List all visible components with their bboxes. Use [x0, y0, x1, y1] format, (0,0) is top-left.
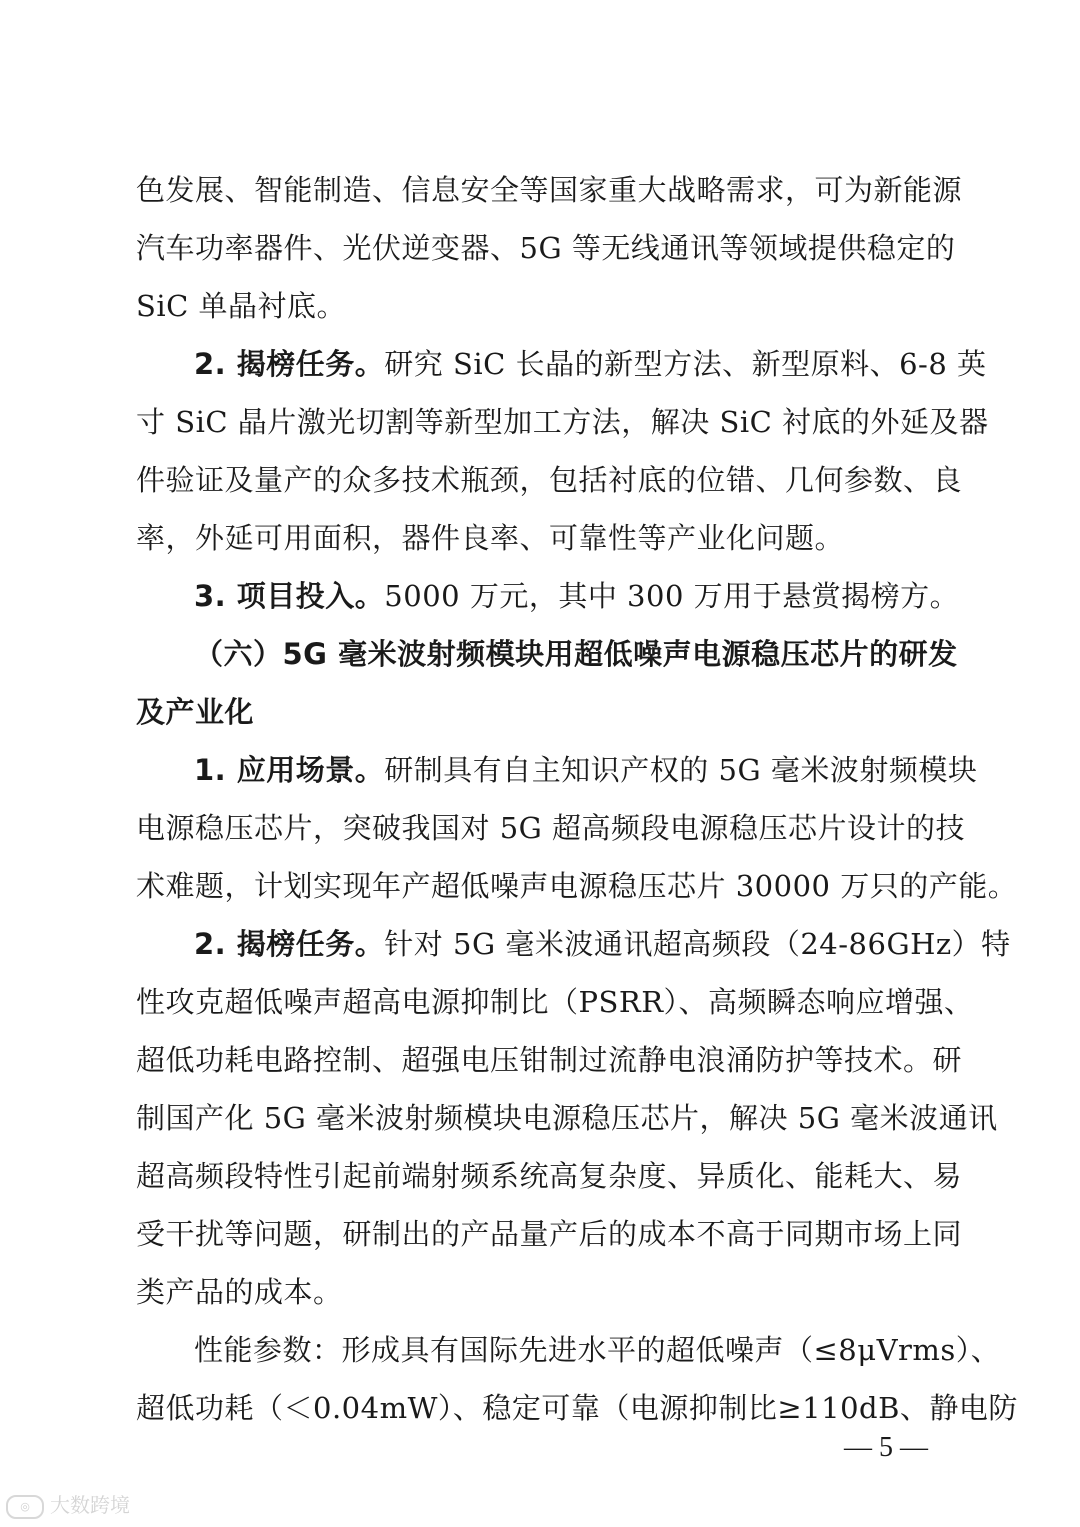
paragraph-lead: 3. 项目投入。 — [194, 579, 385, 613]
text-line: 汽车功率器件、光伏逆变器、5G 等无线通讯等领域提供稳定的 — [136, 231, 956, 265]
section-heading: （六）5G 毫米波射频模块用超低噪声电源稳压芯片的研发 — [194, 637, 958, 671]
text-line: SiC 单晶衬底。 — [136, 289, 347, 323]
paragraph-task-2 — [136, 924, 1011, 964]
watermark-logo-icon: ◎ — [6, 1495, 44, 1519]
text-line: 术难题，计划实现年产超低噪声电源稳压芯片 30000 万只的产能。 — [136, 869, 1018, 903]
text-line: 超低功耗电路控制、超强电压钳制过流静电浪涌防护等技术。研 — [136, 1043, 963, 1077]
paragraph-text: 5000 万元，其中 300 万用于悬赏揭榜方。 — [384, 579, 960, 613]
text-line: 率，外延可用面积，器件良率、可靠性等产业化问题。 — [136, 521, 845, 555]
text-line: 寸 SiC 晶片激光切割等新型加工方法，解决 SiC 衬底的外延及器 — [136, 405, 989, 439]
watermark-text: 大数跨境 — [50, 1493, 130, 1517]
paragraph-task — [136, 344, 987, 384]
paragraph-performance: 性能参数：形成具有国际先进水平的超低噪声（≤8μVrms）、 — [194, 1333, 1001, 1367]
paragraph-lead: 2. 揭榜任务。 — [194, 927, 385, 961]
text-line: 件验证及量产的众多技术瓶颈，包括衬底的位错、几何参数、良 — [136, 463, 963, 497]
paragraph-lead: 1. 应用场景。 — [194, 753, 385, 787]
paragraph-investment — [136, 576, 960, 616]
paragraph-text: 研制具有自主知识产权的 5G 毫米波射频模块 — [384, 753, 978, 787]
section-heading-cont: 及产业化 — [136, 695, 255, 729]
text-line: 色发展、智能制造、信息安全等国家重大战略需求，可为新能源 — [136, 173, 963, 207]
paragraph-text: 研究 SiC 长晶的新型方法、新型原料、6-8 英 — [384, 347, 987, 381]
text-line: 受干扰等问题，研制出的产品量产后的成本不高于同期市场上同 — [136, 1217, 963, 1251]
text-line: 类产品的成本。 — [136, 1275, 343, 1309]
text-line: 制国产化 5G 毫米波射频模块电源稳压芯片，解决 5G 毫米波通讯 — [136, 1101, 998, 1135]
paragraph-scenario — [136, 750, 978, 790]
text-line: 超高频段特性引起前端射频系统高复杂度、异质化、能耗大、易 — [136, 1159, 963, 1193]
text-line: 超低功耗（＜0.04mW）、稳定可靠（电源抑制比≥110dB、静电防 — [136, 1391, 1018, 1425]
paragraph-lead: 2. 揭榜任务。 — [194, 347, 385, 381]
watermark — [6, 1492, 130, 1519]
text-line: 性攻克超低噪声超高电源抑制比（PSRR）、高频瞬态响应增强、 — [136, 985, 974, 1019]
paragraph-text: 针对 5G 毫米波通讯超高频段（24-86GHz）特 — [384, 927, 1011, 961]
text-line: 电源稳压芯片，突破我国对 5G 超高频段电源稳压芯片设计的技 — [136, 811, 966, 845]
page-number: — 5 — — [844, 1432, 928, 1463]
document-body — [136, 170, 1018, 1446]
